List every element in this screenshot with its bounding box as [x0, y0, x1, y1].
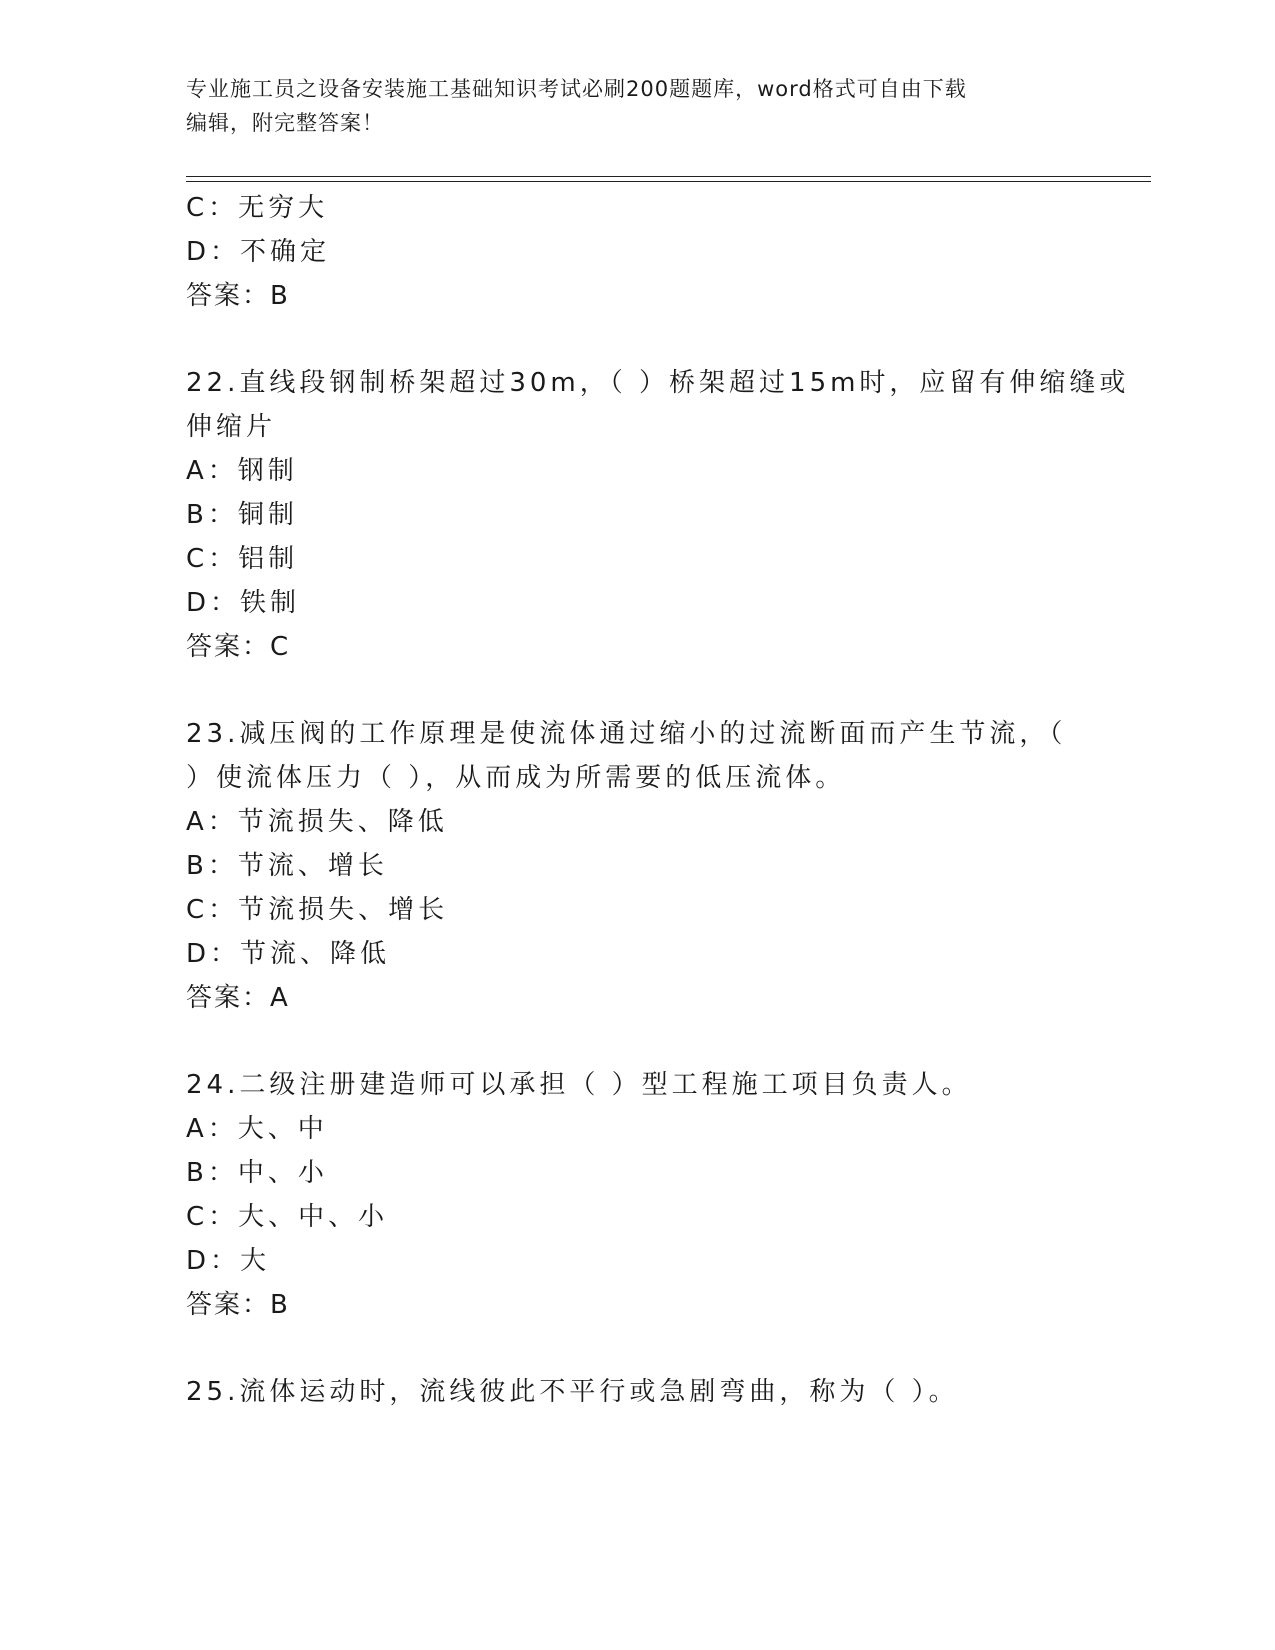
- q23-answer: 答案：A: [186, 983, 290, 1013]
- q22-answer: 答案：C: [186, 632, 291, 662]
- header-divider-bottom: [186, 181, 1151, 182]
- header-divider-top: [186, 176, 1151, 177]
- q24-option-c: C：大、中、小: [186, 1202, 389, 1232]
- header-line-2: 编辑，附完整答案！: [186, 111, 384, 135]
- q22-stem-line-2: 伸缩片: [186, 412, 277, 442]
- q24-option-d: D：大: [186, 1246, 271, 1276]
- q25-stem: 25.流体运动时，流线彼此不平行或急剧弯曲，称为（ ）。: [186, 1377, 959, 1407]
- q23-stem-line-2: ）使流体压力（ ），从而成为所需要的低压流体。: [186, 763, 846, 793]
- q21-answer: 答案：B: [186, 281, 290, 311]
- q22-option-a: A：钢制: [186, 456, 298, 486]
- q22-stem-line-1: 22.直线段钢制桥架超过30m，（ ）桥架超过15m时，应留有伸缩缝或: [186, 368, 1130, 398]
- document-header: [186, 72, 1086, 140]
- q23-option-d: D：节流、降低: [186, 939, 391, 969]
- q23-stem-line-1: 23.减压阀的工作原理是使流体通过缩小的过流断面而产生节流，（: [186, 719, 1067, 749]
- q22-option-b: B：铜制: [186, 500, 298, 530]
- q21-option-d: D：不确定: [186, 237, 331, 267]
- q22-option-c: C：铝制: [186, 544, 299, 574]
- q23-option-a: A：节流损失、降低: [186, 807, 448, 837]
- q23-option-b: B：节流、增长: [186, 851, 388, 881]
- q24-option-a: A：大、中: [186, 1114, 328, 1144]
- q24-answer: 答案：B: [186, 1290, 290, 1320]
- q24-option-b: B：中、小: [186, 1158, 328, 1188]
- header-line-1: 专业施工员之设备安装施工基础知识考试必刷200题题库，word格式可自由下载: [186, 77, 967, 101]
- q21-option-c: C：无穷大: [186, 193, 329, 223]
- q24-stem: 24.二级注册建造师可以承担（ ）型工程施工项目负责人。: [186, 1070, 972, 1100]
- q22-option-d: D：铁制: [186, 588, 301, 618]
- q23-option-c: C：节流损失、增长: [186, 895, 449, 925]
